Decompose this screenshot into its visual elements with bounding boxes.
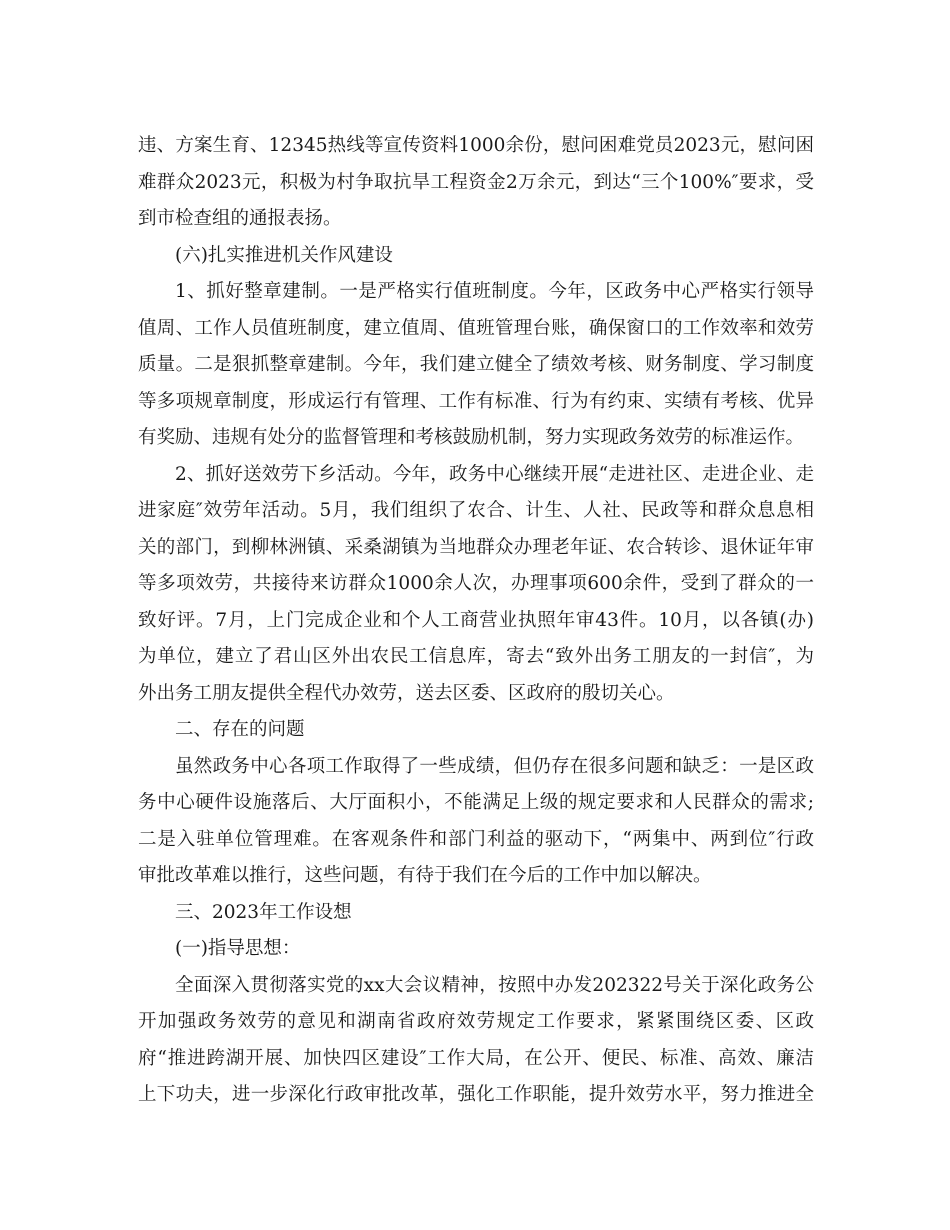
section-heading: (一)指导思想： — [175, 938, 301, 959]
document-page — [138, 128, 814, 1114]
paragraph-line: 等多项规章制度，形成运行有管理、工作有标准、行为有约束、实绩有考核、优异 — [138, 390, 814, 412]
paragraph-line: 外出务工朋友提供全程代办效劳，送去区委、区政府的殷切关心。 — [138, 682, 675, 704]
paragraph-line: 致好评。7月，上门完成企业和个人工商营业执照年审43件。10月，以各镇(办) — [138, 609, 814, 631]
document-body — [138, 128, 814, 1114]
paragraph-line: 2、抓好送效劳下乡活动。今年，政务中心继续开展“走进社区、走进企业、走 — [175, 463, 814, 485]
paragraph-line: 务中心硬件设施落后、大厅面积小，不能满足上级的规定要求和人民群众的需求; — [138, 792, 814, 813]
paragraph-line: 虽然政务中心各项工作取得了一些成绩，但仍存在很多问题和缺乏：一是区政 — [175, 755, 814, 777]
paragraph-line: 上下功夫，进一步深化行政审批改革，强化工作职能，提升效劳水平，努力推进全 — [138, 1084, 814, 1105]
paragraph-line: 全面深入贯彻落实党的xx大会议精神，按照中办发202322号关于深化政务公 — [175, 974, 814, 996]
paragraph-line: 质量。二是狠抓整章建制。今年，我们建立健全了绩效考核、财务制度、学习制度 — [138, 354, 814, 375]
paragraph-line: 府“推进跨湖开展、加快四区建设″工作大局，在公开、便民、标准、高效、廉洁 — [138, 1047, 814, 1069]
paragraph-line: 进家庭″效劳年活动。5月，我们组织了农合、计生、人社、民政等和群众息息相 — [138, 500, 814, 521]
paragraph-line: 等多项效劳，共接待来访群众1000余人次，办理事项600余件，受到了群众的一 — [138, 573, 814, 594]
paragraph-line: 违、方案生育、12345热线等宣传资料1000余份，慰问困难党员2023元，慰问困 — [138, 135, 814, 156]
paragraph-line: 审批改革难以推行，这些问题，有待于我们在今后的工作中加以解决。 — [138, 865, 712, 886]
paragraph-line: 1、抓好整章建制。一是严格实行值班制度。今年，区政务中心严格实行领导 — [175, 281, 814, 302]
section-heading: (六)扎实推进机关作风建设 — [175, 244, 393, 266]
paragraph-line: 有奖励、违规有处分的监督管理和考核鼓励机制，努力实现政务效劳的标准运作。 — [138, 427, 805, 448]
section-heading: 二、存在的问题 — [175, 719, 305, 740]
paragraph-line: 关的部门，到柳林洲镇、采桑湖镇为当地群众办理老年证、农合转诊、退休证年审 — [138, 536, 814, 558]
paragraph-line: 为单位，建立了君山区外出农民工信息库，寄去“致外出务工朋友的一封信″，为 — [138, 646, 814, 667]
paragraph-line: 值周、工作人员值班制度，建立值周、值班管理台账，确保窗口的工作效率和效劳 — [138, 317, 814, 339]
paragraph-line: 难群众2023元，积极为村争取抗旱工程资金2万余元，到达“三个100%″要求，受 — [138, 171, 814, 193]
section-heading: 三、2023年工作设想 — [175, 901, 352, 923]
paragraph-line: 到市检查组的通报表扬。 — [138, 208, 342, 229]
paragraph-line: 开加强政务效劳的意见和湖南省政府效劳规定工作要求，紧紧围绕区委、区政 — [138, 1011, 814, 1032]
paragraph-line: 二是入驻单位管理难。在客观条件和部门利益的驱动下，“两集中、两到位″行政 — [138, 828, 814, 850]
